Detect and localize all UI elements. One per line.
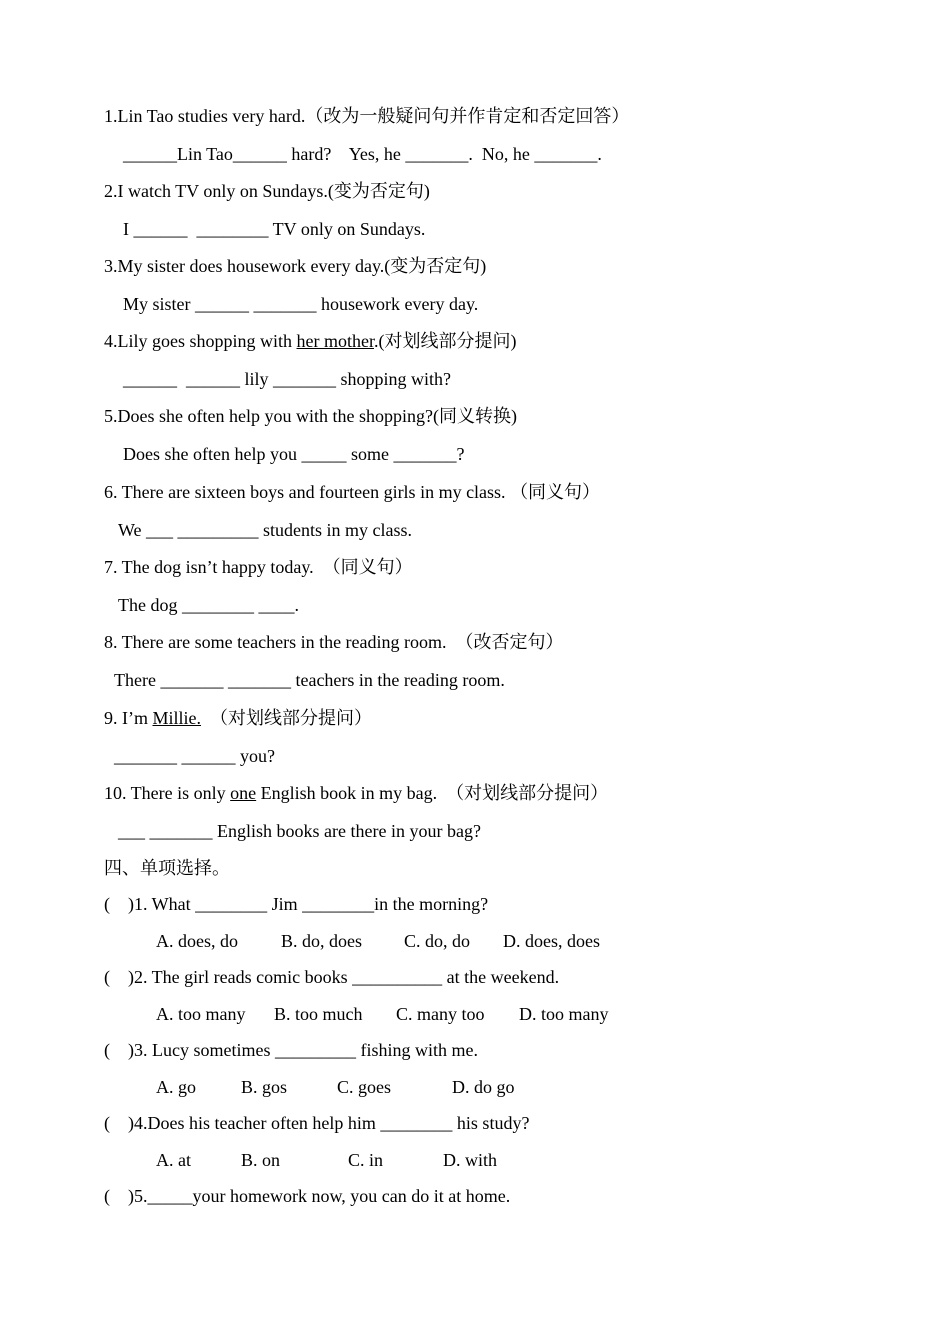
underlined-part: her mother — [296, 331, 374, 351]
instruction: (对划线部分提问) — [378, 331, 517, 351]
option: B. gos — [241, 1077, 288, 1097]
choice-question — [104, 1039, 478, 1061]
answer-line: I ______ ________ TV only on Sundays. — [123, 219, 426, 239]
option: D. do go — [452, 1077, 515, 1097]
question-line — [104, 255, 486, 277]
choice-question — [104, 966, 559, 988]
question-text: 4.Lily goes shopping with — [104, 331, 297, 351]
answer-line: My sister ______ _______ housework every day. — [123, 294, 479, 314]
choice-question-text: 2. The girl reads comic books __________ at the weekend. — [134, 967, 560, 987]
question-line — [104, 330, 516, 352]
question-line — [104, 631, 564, 653]
option: B. too much — [274, 1004, 363, 1024]
question-text: 8. There are some teachers in the reading room. — [104, 632, 456, 652]
option: B. on — [241, 1150, 281, 1170]
option: C. goes — [337, 1077, 391, 1097]
question-text: 10. There is only — [104, 783, 231, 803]
instruction: （同义句） — [322, 557, 413, 577]
underlined-part: one — [230, 783, 257, 803]
answer-bracket[interactable]: ( ) — [104, 967, 134, 987]
answer-line: Does she often help you _____ some _______? — [123, 444, 465, 464]
answer-line: There _______ _______ teachers in the reading room. — [114, 670, 505, 690]
instruction: (同义转换) — [432, 406, 517, 426]
instruction: （改为一般疑问句并作肯定和否定回答） — [305, 106, 630, 126]
option: C. do, do — [404, 931, 471, 951]
question-line — [104, 707, 372, 729]
option: A. go — [156, 1077, 196, 1097]
choice-question-text: 5._____your homework now, you can do it at home. — [134, 1186, 511, 1206]
choice-question — [104, 1185, 510, 1207]
question-line — [104, 782, 608, 804]
answer-bracket[interactable]: ( ) — [104, 894, 134, 914]
answer-line: ______Lin Tao______ hard? Yes, he _______. No, he _______. — [123, 144, 602, 164]
choice-question — [104, 893, 488, 915]
answer-bracket[interactable]: ( ) — [104, 1040, 134, 1060]
choice-question-text: 4.Does his teacher often help him ________ his study? — [134, 1113, 530, 1133]
question-text-end: English book in my bag. — [256, 783, 447, 803]
question-text: 2.I watch TV only on Sundays. — [104, 181, 328, 201]
question-line — [104, 405, 517, 427]
answer-line: _______ ______ you? — [114, 746, 275, 766]
question-line — [104, 105, 629, 127]
option: A. does, do — [156, 931, 238, 951]
question-line — [104, 481, 600, 503]
answer-line: The dog ________ ____. — [118, 595, 299, 615]
question-text: 1.Lin Tao studies very hard. — [104, 106, 306, 126]
question-line — [104, 556, 413, 578]
instruction: （同义句） — [510, 482, 601, 502]
instruction: (变为否定句) — [327, 181, 430, 201]
instruction: (变为否定句) — [384, 256, 487, 276]
question-text: 7. The dog isn’t happy today. — [104, 557, 323, 577]
option: C. in — [348, 1150, 384, 1170]
option: D. does, does — [503, 931, 600, 951]
question-line — [104, 180, 430, 202]
answer-line: We ___ _________ students in my class. — [118, 520, 413, 540]
section-heading: 四、单项选择。 — [104, 858, 230, 878]
option: B. do, does — [281, 931, 362, 951]
instruction: （对划线部分提问） — [210, 708, 372, 728]
option: D. too many — [519, 1004, 609, 1024]
answer-bracket[interactable]: ( ) — [104, 1186, 134, 1206]
answer-line: ___ _______ English books are there in your bag? — [118, 821, 481, 841]
question-text-end — [201, 708, 210, 728]
choice-question-text: 3. Lucy sometimes _________ fishing with me. — [134, 1040, 478, 1060]
question-text: 5.Does she often help you with the shopping? — [104, 406, 433, 426]
choice-question — [104, 1112, 529, 1134]
option: D. with — [443, 1150, 497, 1170]
question-text: 3.My sister does housework every day. — [104, 256, 385, 276]
option: A. at — [156, 1150, 191, 1170]
option: A. too many — [156, 1004, 246, 1024]
option: C. many too — [396, 1004, 485, 1024]
instruction: （改否定句） — [455, 632, 564, 652]
answer-bracket[interactable]: ( ) — [104, 1113, 134, 1133]
instruction: （对划线部分提问） — [446, 783, 609, 803]
question-text: 9. I’m — [104, 708, 153, 728]
question-text: 6. There are sixteen boys and fourteen girls in my class. — [104, 482, 511, 502]
question-text-end: . — [373, 331, 379, 351]
choice-question-text: 1. What ________ Jim ________in the morning? — [134, 894, 489, 914]
answer-line: ______ ______ lily _______ shopping with? — [123, 369, 451, 389]
underlined-part: Millie. — [152, 708, 201, 728]
